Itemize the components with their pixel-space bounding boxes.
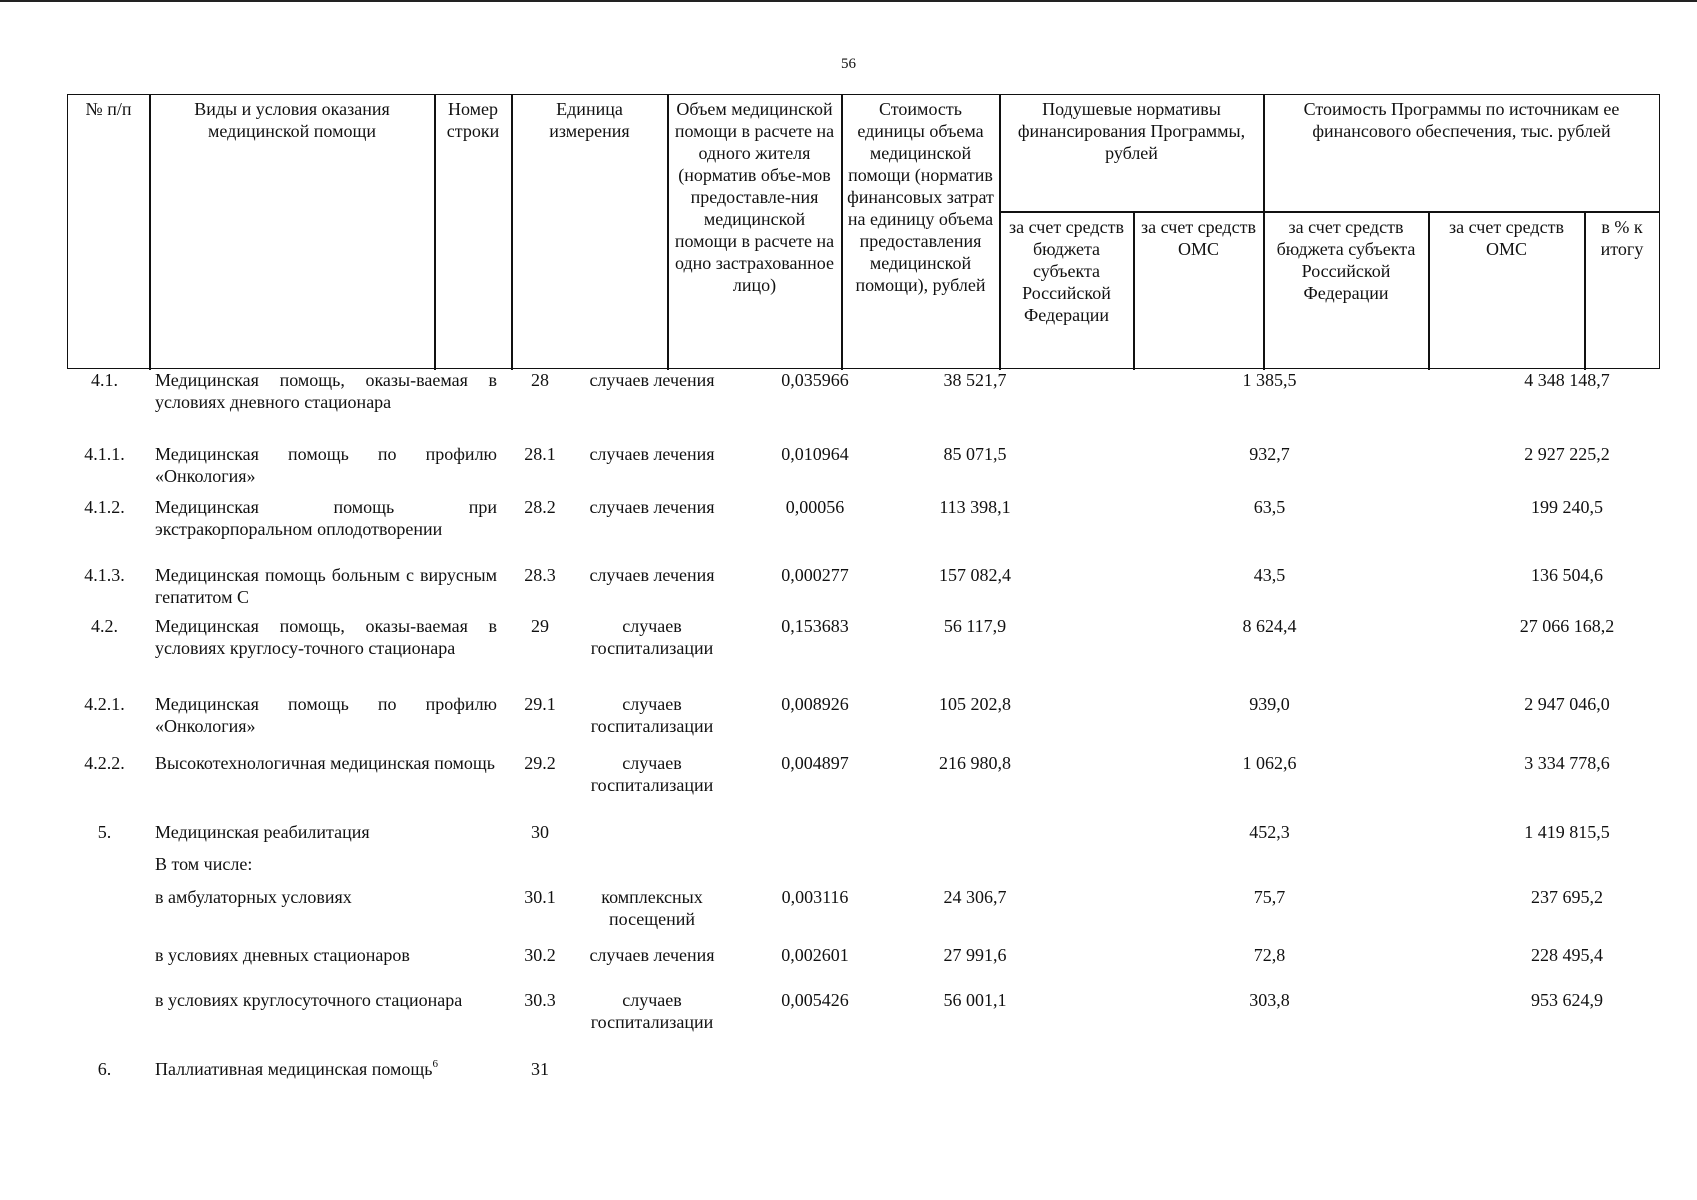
table-row (67, 989, 1660, 1058)
header-unit: Единица измерения (549, 99, 630, 141)
row-name: В том числе: (155, 854, 253, 874)
table-row (67, 564, 1660, 615)
row-number: 4.1.3. (84, 565, 125, 585)
row-name: Медицинская помощь при экстракорпоральном оплодотворении (155, 497, 497, 539)
row-percapita-oms: 43,5 (1253, 565, 1286, 585)
row-percapita-oms: 72,8 (1253, 945, 1286, 965)
row-code: 28.3 (524, 565, 556, 585)
row-code: 30.3 (524, 990, 556, 1010)
row-code: 28.2 (524, 497, 556, 517)
row-program-oms: 2 927 225,2 (1524, 444, 1610, 464)
row-number: 4.1.2. (84, 497, 125, 517)
row-cost: 113 398,1 (939, 497, 1011, 517)
row-number: 4.2.2. (84, 753, 125, 773)
header-program-budget: за счет средств бюджета субъекта Российской Федерации (1276, 217, 1416, 303)
header-volume: Объем медицинской помощи в расчете на одного жителя (норматив объе-мов предоставле-ния медицинской помощи в расчете на одно застрахованное лицо) (674, 99, 835, 295)
row-name-text: Паллиативная медицинская помощь (155, 1059, 433, 1079)
table-body (67, 369, 1660, 1108)
row-name: Медицинская реабилитация (155, 822, 370, 842)
row-percapita-oms: 8 624,4 (1242, 616, 1297, 636)
row-volume: 0,008926 (781, 694, 849, 714)
row-name (155, 1058, 497, 1080)
table-row (67, 693, 1660, 752)
row-volume: 0,000277 (781, 565, 849, 585)
footnote-marker: 6 (432, 1058, 438, 1070)
row-name: Медицинская помощь, оказы-ваемая в условиях дневного стационара (155, 370, 497, 412)
row-percapita-oms: 63,5 (1253, 497, 1286, 517)
row-unit: случаев госпитализации (590, 616, 714, 658)
table-row (67, 821, 1660, 853)
row-volume: 0,153683 (781, 616, 849, 636)
row-unit: случаев лечения (589, 565, 715, 585)
row-percapita-oms: 1 062,6 (1242, 753, 1297, 773)
table-row (67, 369, 1660, 443)
row-program-oms: 237 695,2 (1531, 887, 1603, 907)
row-volume: 0,00056 (785, 497, 845, 517)
table-row (67, 853, 1660, 886)
row-name: в амбулаторных условиях (155, 887, 352, 907)
row-volume: 0,002601 (781, 945, 849, 965)
row-cost: 38 521,7 (943, 370, 1007, 390)
header-cost: Стоимость единицы объема медицинской помощи (норматив финансовых затрат на единицу объема предоставления медицинской помощи), рублей (847, 99, 994, 295)
table-row (67, 496, 1660, 564)
financing-table (67, 94, 1660, 1108)
row-name: Высокотехнологичная медицинская помощь (155, 753, 495, 773)
row-number: 4.2. (91, 616, 118, 636)
table-row (67, 752, 1660, 821)
row-volume: 0,035966 (781, 370, 849, 390)
row-unit: случаев лечения (589, 444, 715, 464)
row-code: 28 (531, 370, 549, 390)
row-percapita-oms: 75,7 (1253, 887, 1286, 907)
row-number: 4.2.1. (84, 694, 125, 714)
row-unit: комплексных посещений (601, 887, 703, 929)
row-percapita-oms: 303,8 (1249, 990, 1290, 1010)
row-program-oms: 199 240,5 (1531, 497, 1603, 517)
table-row (67, 443, 1660, 496)
row-volume: 0,010964 (781, 444, 849, 464)
row-number: 6. (97, 1059, 112, 1079)
row-cost: 105 202,8 (939, 694, 1011, 714)
row-program-oms: 228 495,4 (1531, 945, 1603, 965)
row-cost: 27 991,6 (943, 945, 1007, 965)
row-cost: 157 082,4 (939, 565, 1011, 585)
header-percapita-budget: за счет средств бюджета субъекта Российской Федерации (1009, 217, 1124, 325)
row-program-oms: 4 348 148,7 (1524, 370, 1610, 390)
row-cost: 24 306,7 (943, 887, 1007, 907)
table-row (67, 615, 1660, 693)
row-volume: 0,003116 (781, 887, 849, 907)
page-top-edge (0, 0, 1697, 2)
row-percapita-oms: 932,7 (1249, 444, 1290, 464)
row-percapita-oms: 452,3 (1249, 822, 1290, 842)
row-code: 31 (531, 1059, 549, 1079)
row-unit: случаев лечения (589, 370, 715, 390)
row-code: 29.2 (524, 753, 556, 773)
row-program-oms: 27 066 168,2 (1519, 616, 1615, 636)
row-code: 29.1 (524, 694, 556, 714)
row-name: в условиях круглосуточного стационара (155, 990, 463, 1010)
row-number: 4.1. (91, 370, 118, 390)
header-program: Стоимость Программы по источникам ее финансового обеспечения, тыс. рублей (1303, 99, 1620, 141)
row-program-oms: 1 419 815,5 (1524, 822, 1610, 842)
row-code: 28.1 (524, 444, 556, 464)
row-unit: случаев госпитализации (590, 694, 714, 736)
row-number: 5. (97, 822, 112, 842)
row-cost: 56 001,1 (943, 990, 1007, 1010)
row-code: 29 (531, 616, 549, 636)
header-program-oms: за счет средств ОМС (1449, 217, 1564, 259)
row-cost: 85 071,5 (943, 444, 1007, 464)
header-program-pct: в % к итогу (1600, 217, 1644, 259)
row-name: Медицинская помощь больным с вирусным гепатитом С (155, 565, 497, 607)
header-kind: Виды и условия оказания медицинской помощи (194, 99, 390, 141)
header-percapita: Подушевые нормативы финансирования Программы, рублей (1017, 99, 1246, 163)
header-percapita-oms: за счет средств ОМС (1141, 217, 1256, 259)
row-volume: 0,005426 (781, 990, 849, 1010)
header-num: № п/п (85, 99, 132, 119)
row-percapita-oms: 1 385,5 (1242, 370, 1297, 390)
table-row (67, 1058, 1660, 1108)
row-unit: случаев госпитализации (590, 753, 714, 795)
row-program-oms: 953 624,9 (1531, 990, 1603, 1010)
row-volume: 0,004897 (781, 753, 849, 773)
row-name: Медицинская помощь по профилю «Онкология» (155, 444, 497, 486)
row-program-oms: 2 947 046,0 (1524, 694, 1610, 714)
row-percapita-oms: 939,0 (1249, 694, 1290, 714)
row-cost: 216 980,8 (939, 753, 1011, 773)
row-unit: случаев лечения (589, 497, 715, 517)
row-unit: случаев госпитализации (590, 990, 714, 1032)
table-row (67, 886, 1660, 944)
table-row (67, 944, 1660, 989)
row-number: 4.1.1. (84, 444, 125, 464)
header-code: Номер строки (446, 99, 500, 141)
row-cost: 56 117,9 (943, 616, 1007, 636)
page-number: 56 (841, 56, 856, 72)
row-name: Медицинская помощь, оказы-ваемая в условиях круглосу-точного стационара (155, 616, 497, 658)
row-code: 30.2 (524, 945, 556, 965)
table-header (67, 94, 1660, 369)
row-program-oms: 136 504,6 (1531, 565, 1603, 585)
row-program-oms: 3 334 778,6 (1524, 753, 1610, 773)
row-code: 30 (531, 822, 549, 842)
row-name: в условиях дневных стационаров (155, 945, 410, 965)
row-name: Медицинская помощь по профилю «Онкология» (155, 694, 497, 736)
row-code: 30.1 (524, 887, 556, 907)
row-unit: случаев лечения (589, 945, 715, 965)
